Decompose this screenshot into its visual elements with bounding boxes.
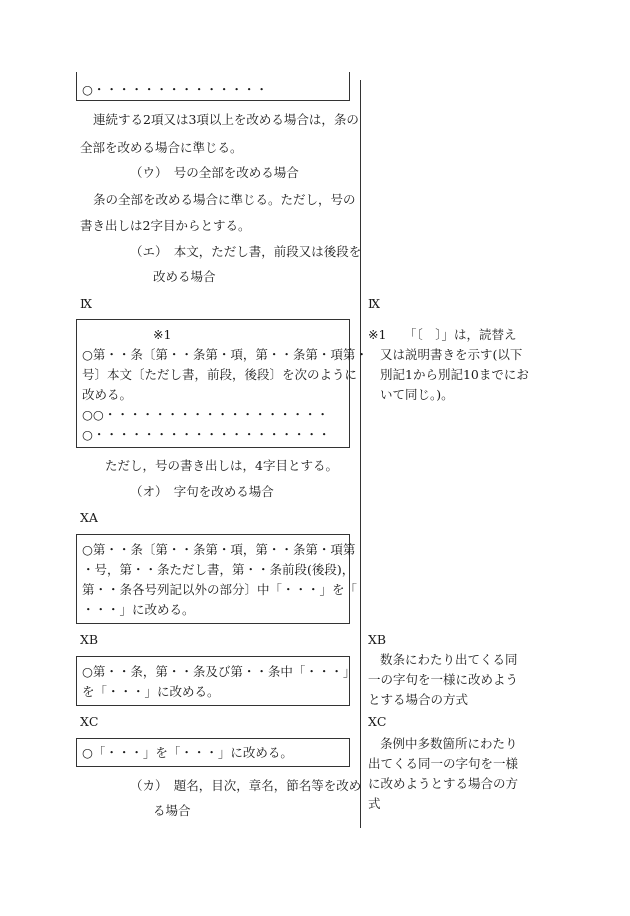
xc-desc-line-3: に改めようとする場合の方 [368, 776, 519, 791]
paragraph-1-line-2: 全部を改める場合に準じる。 [80, 140, 243, 155]
label-ix-right: Ⅸ [368, 296, 381, 311]
box-ix-line-4: ○○・・・・・・・・・・・・・・・・・・ [82, 407, 329, 422]
box-xa-line-4: ・・・」に改める。 [82, 602, 195, 617]
box-ix-note: ※1 [153, 327, 172, 342]
heading-ka-line-2: る場合 [153, 803, 191, 818]
heading-u: （ウ） 号の全部を改める場合 [130, 165, 299, 180]
note-line-1: 「〔 〕」は，読替え [404, 327, 517, 342]
box-xa-line-1: ○第・・条〔第・・条第・項，第・・条第・項第 [82, 542, 356, 557]
box-xc-line-1: ○「・・・」を「・・・」に改める。 [82, 745, 293, 760]
paragraph-2-line-1: 条の全部を改める場合に準じる。ただし，号の [93, 192, 356, 207]
xb-desc-line-3: とする場合の方式 [368, 692, 469, 707]
box-xb-line-2: を「・・・」に改める。 [82, 684, 220, 699]
xb-desc-line-2: 一の字句を一様に改めよう [368, 672, 519, 687]
heading-o: （オ） 字句を改める場合 [130, 484, 274, 499]
xb-desc-line-1: 数条にわたり出てくる同 [380, 652, 518, 667]
xc-desc-line-1: 条例中多数箇所にわたり [380, 736, 518, 751]
label-xc-right: ⅩC [368, 714, 387, 729]
note-line-2: 又は説明書きを示す(以下 [380, 347, 523, 362]
label-xb-right: ⅩB [368, 632, 387, 647]
paragraph-1-line-1: 連続する2項又は3項以上を改める場合は，条の [93, 112, 359, 127]
box-xb-line-1: ○第・・条，第・・条及び第・・条中「・・・」 [82, 664, 356, 679]
heading-e-line-1: （エ） 本文，ただし書，前段又は後段を [130, 244, 362, 259]
box-xa-line-2: ・号，第・・条ただし書，第・・条前段(後段)， [82, 562, 355, 577]
note-line-4: いて同じ。)。 [380, 387, 454, 402]
paragraph-3: ただし，号の書き出しは，4字目とする。 [105, 458, 338, 473]
heading-e-line-2: 改める場合 [153, 269, 216, 284]
box-ix-line-2: 号〕本文〔ただし書，前段，後段〕を次のように [82, 367, 358, 382]
box-ix-line-5: ○・・・・・・・・・・・・・・・・・・・ [82, 427, 331, 442]
xc-desc-line-2: 出てくる同一の字句を一様 [368, 756, 519, 771]
label-xa: ⅩA [80, 510, 98, 525]
column-divider [360, 80, 361, 828]
box-xa-line-3: 第・・条各号列記以外の部分〕中「・・・」を「 [82, 582, 358, 597]
label-ix-left: Ⅸ [80, 296, 93, 311]
note-mark: ※1 [368, 327, 387, 342]
box-ix-line-1: ○第・・条〔第・・条第・項，第・・条第・項第・ [82, 347, 368, 362]
label-xc-left: ⅩC [80, 714, 99, 729]
top-box-line: ○・・・・・・・・・・・・・・ [82, 82, 268, 97]
paragraph-2-line-2: 書き出しは2字目からとする。 [80, 218, 251, 233]
label-xb-left: ⅩB [80, 632, 99, 647]
xc-desc-line-4: 式 [368, 796, 381, 811]
note-line-3: 別記1から別記10までにお [380, 367, 529, 382]
heading-ka-line-1: （カ） 題名，目次，章名，節名等を改め [130, 778, 362, 793]
box-ix-line-3: 改める。 [82, 387, 133, 402]
